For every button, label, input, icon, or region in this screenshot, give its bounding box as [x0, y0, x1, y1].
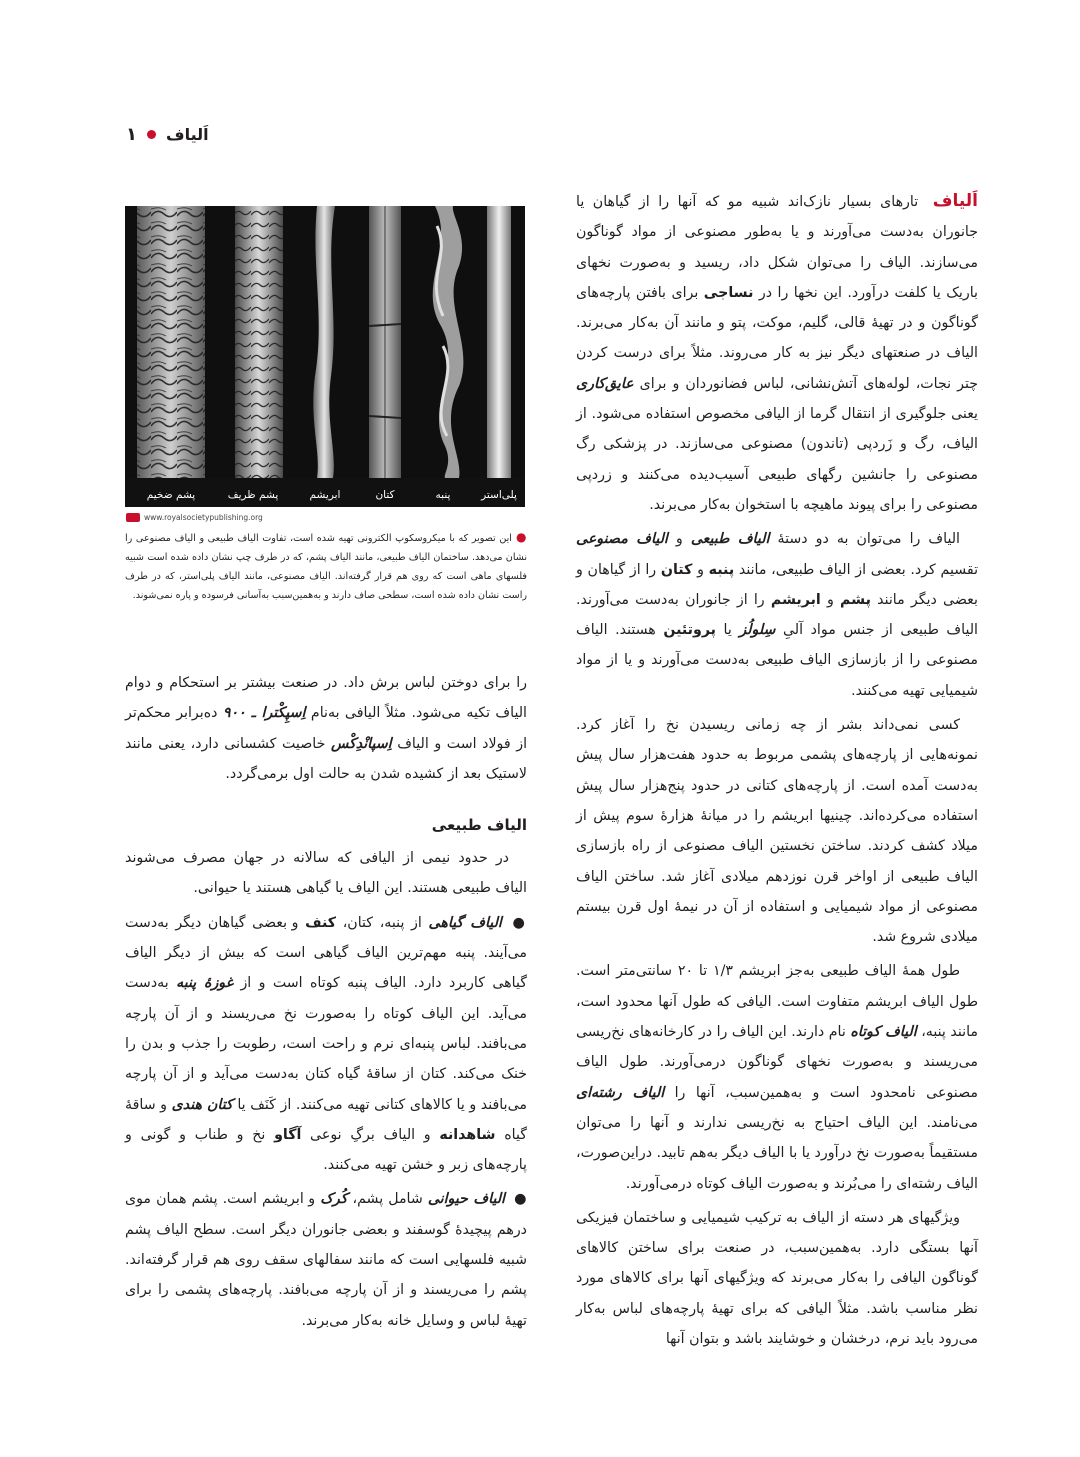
paragraph-properties: ویژگیهای هر دسته از الیاف به ترکیب شیمیایی و ساختمان فیزیکی آنها بستگی دارد. به‌همین‌سبب، در صنعت برای ساختن کالاهای گوناگون الیافی را به‌کار می‌برند که ویژگیهای آنها برای کالاهای مورد نظر مناسب باشد. مثلاً الیافی که برای تهیهٔ پارچه‌های لباس به‌کار می‌رود باید نرم، درخشان و خوشایند باشد و بتوان آنها [576, 1209, 978, 1347]
figure-label-coarse-wool: پشم ضخیم [146, 489, 196, 501]
running-header [126, 124, 209, 145]
paragraph-categories: الیاف را می‌توان به دو دستهٔ الیاف طبیعی و الیاف مصنوعی تقسیم کرد. بعضی از الیاف طبیعی، مانند پنبه و کتان را از گیاهان و بعضی دیگر مانند پشم و ابریشم را از جانوران به‌دست می‌آورند. الیاف طبیعی از جنس مواد آلیِ سِلولُز یا پروتئین هستند. الیاف مصنوعی را از بازسازی الیاف طبیعی به‌دست می‌آورند و یا از مواد شیمیایی تهیه می‌کنند. [576, 531, 979, 699]
page-number: ۱ [126, 124, 137, 145]
bullet-dot-icon [147, 130, 156, 139]
publisher-logo-icon [126, 513, 140, 522]
bullet-icon: ● [512, 914, 528, 931]
entry-intro: اَلیاف تارهای بسیار نازک‌اند شبیه مو که آنها را از گیاهان یا جانوران به‌دست می‌آورند و یا به‌طور مصنوعی از مواد گوناگون می‌سازند. الیاف را می‌توان شکل داد، ریسید و به‌صورت نخهای باریک یا کلفت درآورد. این نخها را در نساجی برای بافتن پارچه‌های گوناگون و در تهیهٔ قالی، گلیم، موکت، پتو و مانند آن به‌کار می‌برند. الیاف در صنعتهای دیگر نیز به کار می‌روند. مثلاً برای درست کردن چتر نجات، لوله‌های آتش‌نشانی، لباس فضانوردان و برای عایق‌کاری یعنی جلوگیری از انتقال گرما از الیافی مخصوص استفاده می‌شود. از الیاف، رگ و زَردپی (تاندون) مصنوعی می‌سازند. در پزشکی رگ مصنوعی را جانشین رگهای طبیعی آسیب‌دیده می‌کنند و زردپی مصنوعی را برای پیوند ماهیچه با استخوان به‌کار می‌برند. [576, 191, 979, 513]
section-title-natural-fibers: الیاف طبیعی [431, 816, 527, 835]
figure-label-silk: ابریشم [309, 489, 341, 501]
caption-bullet-icon: ● [515, 530, 527, 544]
figure-label-cotton: پنبه [435, 489, 451, 501]
right-column [576, 186, 978, 1358]
header-title: اَلیاف [166, 125, 209, 144]
paragraph-animal-fibers: ● الیاف حیوانی شامل پشم، کُرک و ابریشم است. پشم همان موی درهم پیچیدهٔ گوسفند و بعضی جانوران دیگر است. سطح الیاف پشم شبیه فلسهایی است که مانند سفالهای سقف روی هم قرار گرفته‌اند. پشم را می‌ریسند و از آن پارچه می‌بافند. پارچه‌های پشمی را برای تهیهٔ لباس و وسایل خانه به‌کار می‌برند. [125, 1191, 527, 1329]
figure-label-polyester: پلی‌استر [481, 489, 517, 501]
fiber-micrograph-figure [125, 206, 525, 507]
paragraph-history: کسی نمی‌داند بشر از چه زمانی ریسیدن نخ را آغاز کرد. نمونه‌هایی از پارچه‌های پشمی مربوط به حدود هفت‌هزار سال پیش به‌دست آمده است. از پارچه‌های کتانی در حدود پنج‌هزار سال پیش استفاده می‌کرده‌اند. چینیها ابریشم را در میانهٔ هزارهٔ سوم پیش از میلاد کشف کردند. ساختن نخستین الیاف مصنوعی از راه بازسازی الیاف طبیعی از اواخر قرن نوزدهم میلادی آغاز شد. ساختن الیاف مصنوعی از مواد شیمیایی و استفاده از آن در نیمهٔ اول قرن بیستم میلادی شروع شد. [576, 717, 978, 946]
paragraph-industry: را برای دوختن لباس برش داد. در صنعت بیشتر بر استحکام و دوام الیاف تکیه می‌شود. مثلاً الیافی به‌نام اِسپِکْترا ـ ۹۰۰ ده‌برابر محکم‌تر از فولاد است و الیاف اِسپانْدِکْس خاصیت کشسانی دارد، یعنی مانند لاستیک بعد از کشیده شدن به حالت اول برمی‌گردد. [125, 675, 528, 782]
figure-label-fine-wool: پشم ظریف [227, 489, 279, 501]
paragraph-natural-intro: در حدود نیمی از الیافی که سالانه در جهان مصرف می‌شوند الیاف طبیعی هستند. این الیاف یا گیاهی هستند یا حیوانی. [125, 850, 527, 897]
entry-headword: اَلیاف [932, 191, 978, 211]
figure-label-linen: کتان [375, 489, 395, 501]
paragraph-length: طول همهٔ الیاف طبیعی به‌جز ابریشم ۱/۳ تا ۲۰ سانتی‌متر است. طول الیاف ابریشم متفاوت است. الیافی که طول آنها محدود است، مانند پنبه، الیاف کوتاه نام دارند. این الیاف را در کارخانه‌های نخ‌ریسی می‌ریسند و به‌صورت نخهای گوناگون درمی‌آورند. طول الیاف مصنوعی نامحدود است و به‌همین‌سبب، آنها را الیاف رشته‌ای می‌نامند. این الیاف احتیاج به نخ‌ریسی ندارند و آنها را می‌توان مستقیماً به‌صورت نخ درآورد یا با الیاف دیگر به‌هم تابید. دراین‌صورت، الیاف رشته‌ای را می‌بُرند و به‌صورت الیاف کوتاه درمی‌آورند. [575, 963, 979, 1192]
paragraph-plant-fibers: ● الیاف گیاهی از پنبه، کتان، کنف و بعضی گیاهان دیگر به‌دست می‌آیند. پنبه مهم‌ترین الیاف گیاهی است که بیش از دیگر الیاف گیاهی کاربرد دارد. الیاف پنبه کوتاه است و از غوزهٔ پنبه به‌دست می‌آید. این الیاف کوتاه را به‌صورت نخ می‌ریسند و از آن پارچه می‌بافند. لباس پنبه‌ای نرم و راحت است، رطوبت را جذب و بدن را خنک می‌کند. کتان از ساقهٔ گیاه کتان به‌دست می‌آید و از آن پارچه می‌بافند و یا کالاهای کتانی تهیه می‌کنند. از کَنَف یا کتان هندی و ساقهٔ گیاه شاهدانه و الیاف برگِ نوعی آگاو نخ و طناب و گونی و پارچه‌های زبر و خشن تهیه می‌کنند. [125, 914, 528, 1174]
bullet-icon: ● [514, 1191, 527, 1208]
figure-caption: ●این تصویر که با میکروسکوپ الکترونی تهیه شده است، تفاوت الیاف طبیعی و الیاف مصنوعی را نشان می‌دهد. ساختمان الیاف طبیعی، مانند الیاف پشم، که در طرف چپ نشان داده شده است شبیه فلسهای ماهی است که روی هم قرار گرفته‌اند. الیاف مصنوعی، مانند الیاف پلی‌استر، که در طرف راست نشان داده شده است، سطحی صاف دارند و به‌همین‌سبب به‌آسانی فرسوده و پاره نمی‌شوند. [125, 530, 527, 601]
left-column [125, 668, 527, 1340]
micrograph-image [125, 206, 525, 478]
figure-credit: www.royalsocietypublishing.org [126, 513, 263, 522]
